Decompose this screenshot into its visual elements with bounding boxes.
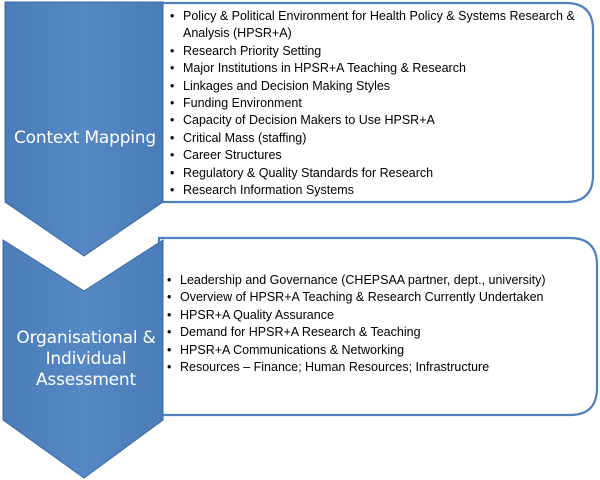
list-item: • Research Priority Setting [170, 43, 590, 60]
context-mapping-label [10, 128, 160, 149]
list-item: • HPSR+A Communications & Networking [167, 342, 587, 359]
list-item: • Linkages and Decision Making Styles [170, 78, 590, 95]
list-item: • Capacity of Decision Makers to Use HPSR+A [170, 112, 590, 129]
context-mapping-list [170, 8, 590, 199]
list-item: • Major Institutions in HPSR+A Teaching & Research [170, 60, 590, 77]
organisational-assessment-label-line: Individual [45, 349, 127, 369]
list-item: • Critical Mass (staffing) [170, 130, 590, 147]
organisational-assessment-label-line: Assessment [36, 370, 136, 390]
organisational-assessment-list [167, 272, 587, 376]
list-item: • HPSR+A Quality Assurance [167, 307, 587, 324]
list-item: • Resources – Finance; Human Resources; Infrastructure [167, 359, 587, 376]
organisational-assessment-label [6, 328, 166, 391]
list-item: • Policy & Political Environment for Health Policy & Systems Research & Analysis (HPSR+A) [170, 8, 590, 43]
list-item: • Leadership and Governance (CHEPSAA partner, dept., university) [167, 272, 587, 289]
list-item: • Career Structures [170, 147, 590, 164]
list-item: • Funding Environment [170, 95, 590, 112]
list-item: • Regulatory & Quality Standards for Research [170, 165, 590, 182]
context-mapping-label-line: Context Mapping [14, 128, 156, 148]
list-item: • Overview of HPSR+A Teaching & Research Currently Undertaken [167, 289, 587, 306]
organisational-assessment-label-line: Organisational & [16, 328, 156, 348]
list-item: • Research Information Systems [170, 182, 590, 199]
list-item: • Demand for HPSR+A Research & Teaching [167, 324, 587, 341]
